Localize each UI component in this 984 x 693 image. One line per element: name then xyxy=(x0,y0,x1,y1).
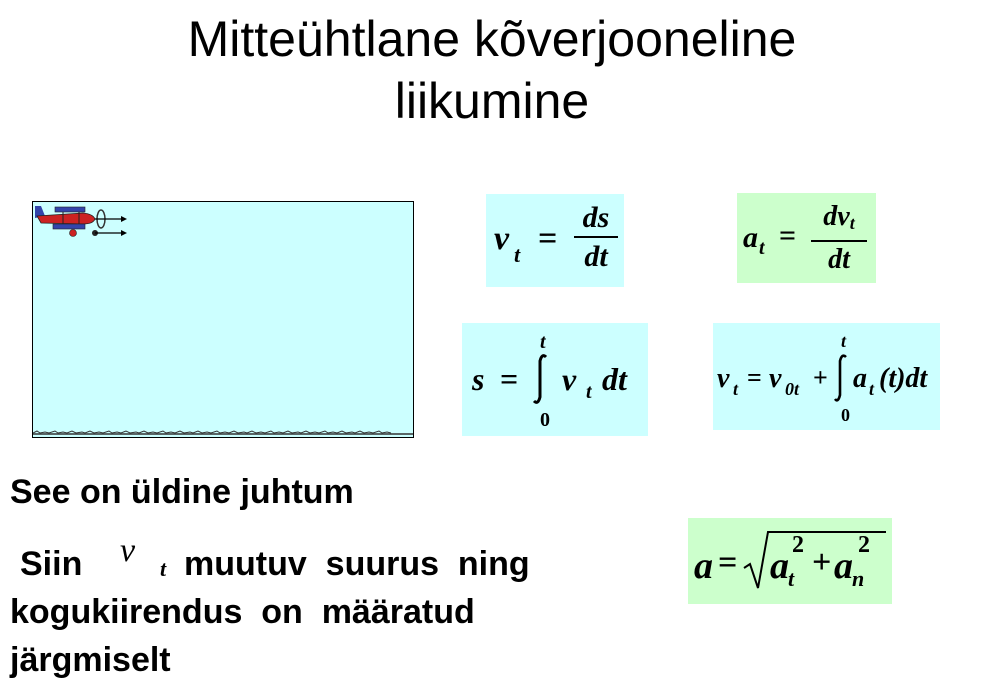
vti-lhs: v xyxy=(717,363,730,394)
vt-lhs: v xyxy=(494,220,510,257)
vti-upper-limit: t xyxy=(841,331,847,351)
at-eq: = xyxy=(779,219,797,252)
atot-term2-sup: 2 xyxy=(858,532,870,558)
at-lhs: a xyxy=(743,221,758,254)
at-denominator: dt xyxy=(828,244,850,275)
formula-total-acceleration xyxy=(688,518,892,604)
airplane-icon xyxy=(35,206,127,237)
vt-denominator: dt xyxy=(584,240,608,273)
vt-numerator: ds xyxy=(582,201,610,234)
at-numerator-sub: t xyxy=(849,213,855,233)
s-upper-limit: t xyxy=(540,331,546,353)
title-line-1: Mitteühtlane kõverjooneline xyxy=(187,11,797,67)
text-inline-v: v xyxy=(120,532,136,569)
atot-term1: a xyxy=(770,545,789,587)
vt-fraction xyxy=(574,200,618,276)
formula-at-derivative xyxy=(737,193,876,283)
atot-term2-sub: n xyxy=(852,566,865,591)
s-lhs: s xyxy=(472,361,485,397)
integral-sign-icon xyxy=(532,353,550,405)
vti-eq: = xyxy=(747,363,762,392)
vti-body-tail: (t)dt xyxy=(879,363,928,394)
at-numerator: dv xyxy=(823,201,850,232)
atot-term1-sub: t xyxy=(788,566,795,591)
s-eq: = xyxy=(500,361,519,397)
atot-term1-sup: 2 xyxy=(792,532,804,558)
text-inline-sub: t xyxy=(160,556,167,581)
animation-panel xyxy=(32,201,414,438)
text-varying-quantity: muutuv suurus ning xyxy=(184,545,530,583)
vti-body-sub: t xyxy=(869,379,875,399)
animation-canvas xyxy=(33,202,414,438)
atot-plus: + xyxy=(812,544,832,581)
atot-lhs: a xyxy=(694,545,713,587)
title-line-2: liikumine xyxy=(394,73,590,129)
at-fraction xyxy=(811,199,867,278)
formula-s-integral xyxy=(462,323,648,436)
vti-lower-limit: 0 xyxy=(841,405,850,425)
text-total-acceleration: kogukiirendus on määratud xyxy=(10,593,475,631)
vt-eq: = xyxy=(538,220,558,257)
vti-plus: + xyxy=(813,363,828,392)
formula-vt-integral xyxy=(713,323,940,430)
s-lower-limit: 0 xyxy=(540,409,550,431)
slide-title xyxy=(0,8,984,132)
vti-v0-sub: 0t xyxy=(785,379,800,399)
at-lhs-sub: t xyxy=(759,237,765,259)
vt-lhs-sub: t xyxy=(514,242,521,267)
text-siin: Siin xyxy=(20,545,83,583)
text-general-case: See on üldine juhtum xyxy=(10,473,354,511)
vti-v0: v xyxy=(769,363,782,394)
text-as-follows: järgmiselt xyxy=(10,641,171,679)
s-body-sub: t xyxy=(586,381,592,403)
atot-eq: = xyxy=(718,544,738,581)
s-body: v xyxy=(562,361,577,397)
vti-lhs-sub: t xyxy=(733,379,739,399)
s-body-tail: dt xyxy=(602,361,627,397)
integral-sign-icon xyxy=(833,353,849,403)
formula-vt-derivative xyxy=(486,194,624,287)
vti-body: a xyxy=(853,363,867,394)
atot-term2: a xyxy=(834,545,853,587)
ground-line xyxy=(33,431,414,434)
